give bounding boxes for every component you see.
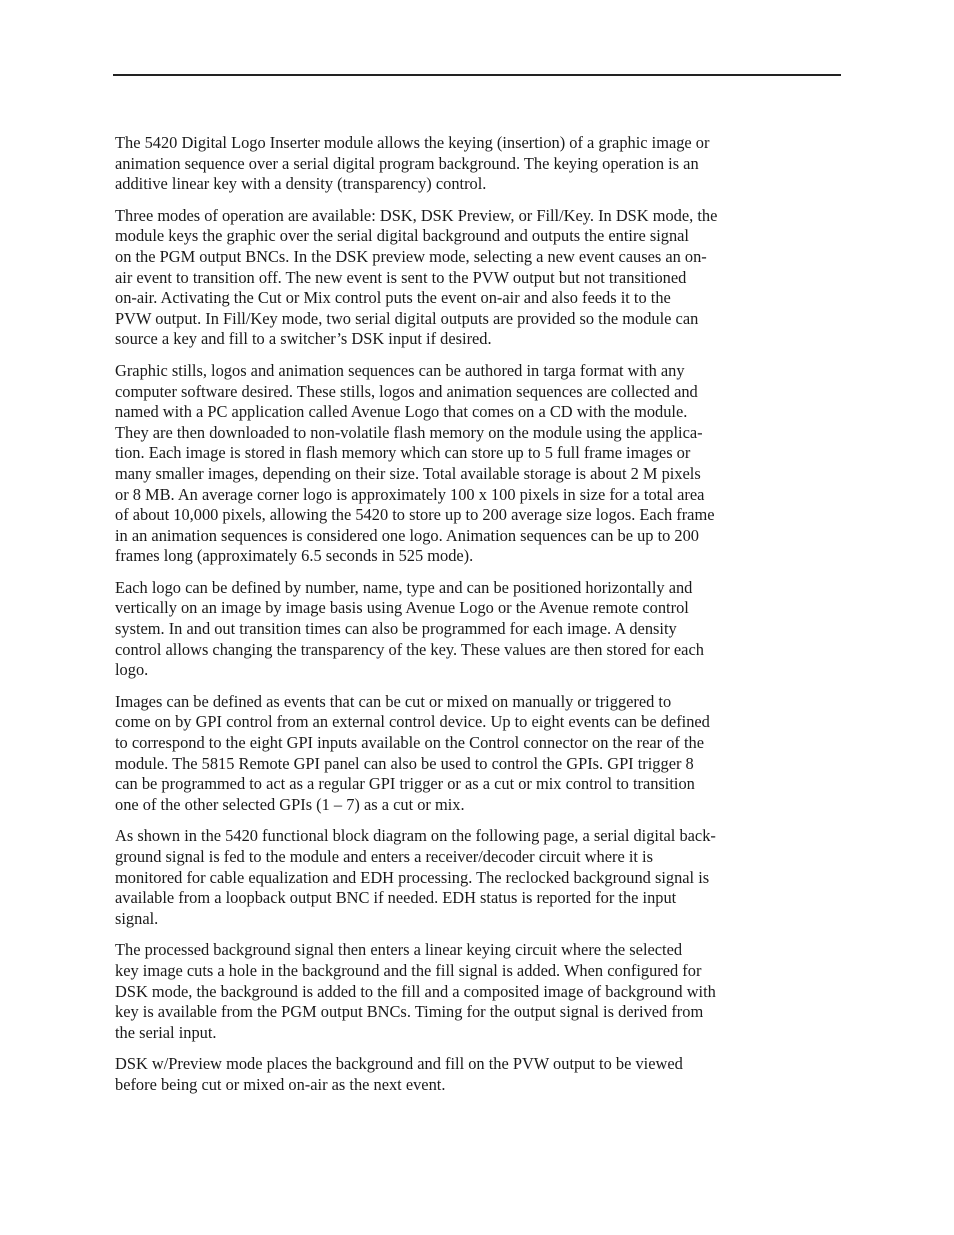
text-line: The 5420 Digital Logo Inserter module allows the keying (insertion) of a graphic image or: [115, 133, 710, 152]
text-line: before being cut or mixed on-air as the next event.: [115, 1074, 446, 1094]
text-line: key image cuts a hole in the background and the fill signal is added. When configured for: [115, 960, 702, 980]
text-line: tion. Each image is stored in flash memory which can store up to 5 full frame images or: [115, 443, 691, 463]
paragraph-8: [115, 1054, 843, 1095]
text-line: named with a PC application called Avenue Logo that comes on a CD with the module.: [115, 402, 688, 422]
paragraph-6: [115, 826, 843, 929]
text-line: source a key and fill to a switcher’s DSK input if desired.: [115, 329, 492, 349]
text-line: the serial input.: [115, 1022, 217, 1042]
paragraph-3: [115, 361, 843, 567]
text-line: module. The 5815 Remote GPI panel can also be used to control the GPIs. GPI trigger 8: [115, 753, 694, 773]
text-line: key is available from the PGM output BNCs. Timing for the output signal is derived from: [115, 1002, 704, 1022]
paragraph-7: [115, 940, 843, 1043]
text-line: air event to transition off. The new event is sent to the PVW output but not transitioned: [115, 267, 687, 287]
text-line: many smaller images, depending on their size. Total available storage is about 2 M pixels: [115, 463, 701, 483]
text-line: ground signal is fed to the module and enters a receiver/decoder circuit where it is: [115, 847, 653, 866]
paragraph-4: [115, 578, 843, 681]
paragraph-5: [115, 692, 843, 816]
text-line: frames long (approximately 6.5 seconds in 525 mode).: [115, 546, 474, 566]
text-line: Graphic stills, logos and animation sequences can be authored in targa format with any: [115, 360, 685, 380]
text-line: control allows changing the transparency of the key. These values are then stored for each: [115, 639, 704, 659]
text-line: animation sequence over a serial digital program background. The keying operation is an: [115, 153, 699, 173]
text-line: can be programmed to act as a regular GPI trigger or as a cut or mix control to transition: [115, 774, 695, 794]
text-line: additive linear key with a density (transparency) control.: [115, 174, 487, 194]
header-rule: [113, 74, 841, 76]
text-line: monitored for cable equalization and EDH processing. The reclocked background signal is: [115, 867, 710, 887]
paragraph-1: [115, 133, 843, 195]
text-line: Three modes of operation are available: DSK, DSK Preview, or Fill/Key. In DSK mode, the: [115, 205, 718, 225]
text-line: system. In and out transition times can also be programmed for each image. A density: [115, 619, 677, 639]
text-line: to correspond to the eight GPI inputs available on the Control connector on the rear of the: [115, 733, 704, 753]
text-line: DSK mode, the background is added to the fill and a composited image of background with: [115, 981, 716, 1001]
text-line: logo.: [115, 660, 149, 680]
text-line: come on by GPI control from an external control device. Up to eight events can be defined: [115, 712, 710, 732]
text-line: on the PGM output BNCs. In the DSK preview mode, selecting a new event causes an on-: [115, 246, 707, 266]
text-line: As shown in the 5420 functional block diagram on the following page, a serial digital back-: [115, 826, 716, 846]
text-line: Each logo can be defined by number, name, type and can be positioned horizontally and: [115, 577, 693, 597]
text-line: Images can be defined as events that can be cut or mixed on manually or triggered to: [115, 691, 672, 711]
text-line: signal.: [115, 908, 159, 928]
text-line: one of the other selected GPIs (1 – 7) as a cut or mix.: [115, 794, 465, 814]
text-line: DSK w/Preview mode places the background and fill on the PVW output to be viewed: [115, 1054, 683, 1074]
body-text: [115, 133, 843, 1107]
text-line: or 8 MB. An average corner logo is approximately 100 x 100 pixels in size for a total area: [115, 484, 705, 504]
text-line: of about 10,000 pixels, allowing the 5420 to store up to 200 average size logos. Each frame: [115, 505, 715, 525]
text-line: computer software desired. These stills, logos and animation sequences are collected and: [115, 381, 698, 401]
text-line: The processed background signal then enters a linear keying circuit where the selected: [115, 940, 683, 960]
paragraph-2: [115, 206, 843, 350]
text-line: available from a loopback output BNC if needed. EDH status is reported for the input: [115, 888, 677, 908]
text-line: on-air. Activating the Cut or Mix control puts the event on-air and also feeds it to the: [115, 288, 671, 308]
text-line: They are then downloaded to non-volatile flash memory on the module using the applica-: [115, 422, 703, 442]
text-line: PVW output. In Fill/Key mode, two serial digital outputs are provided so the module can: [115, 308, 699, 328]
text-line: in an animation sequences is considered one logo. Animation sequences can be up to 200: [115, 525, 699, 545]
text-line: vertically on an image by image basis using Avenue Logo or the Avenue remote control: [115, 598, 689, 618]
text-line: module keys the graphic over the serial digital background and outputs the entire signal: [115, 226, 689, 246]
